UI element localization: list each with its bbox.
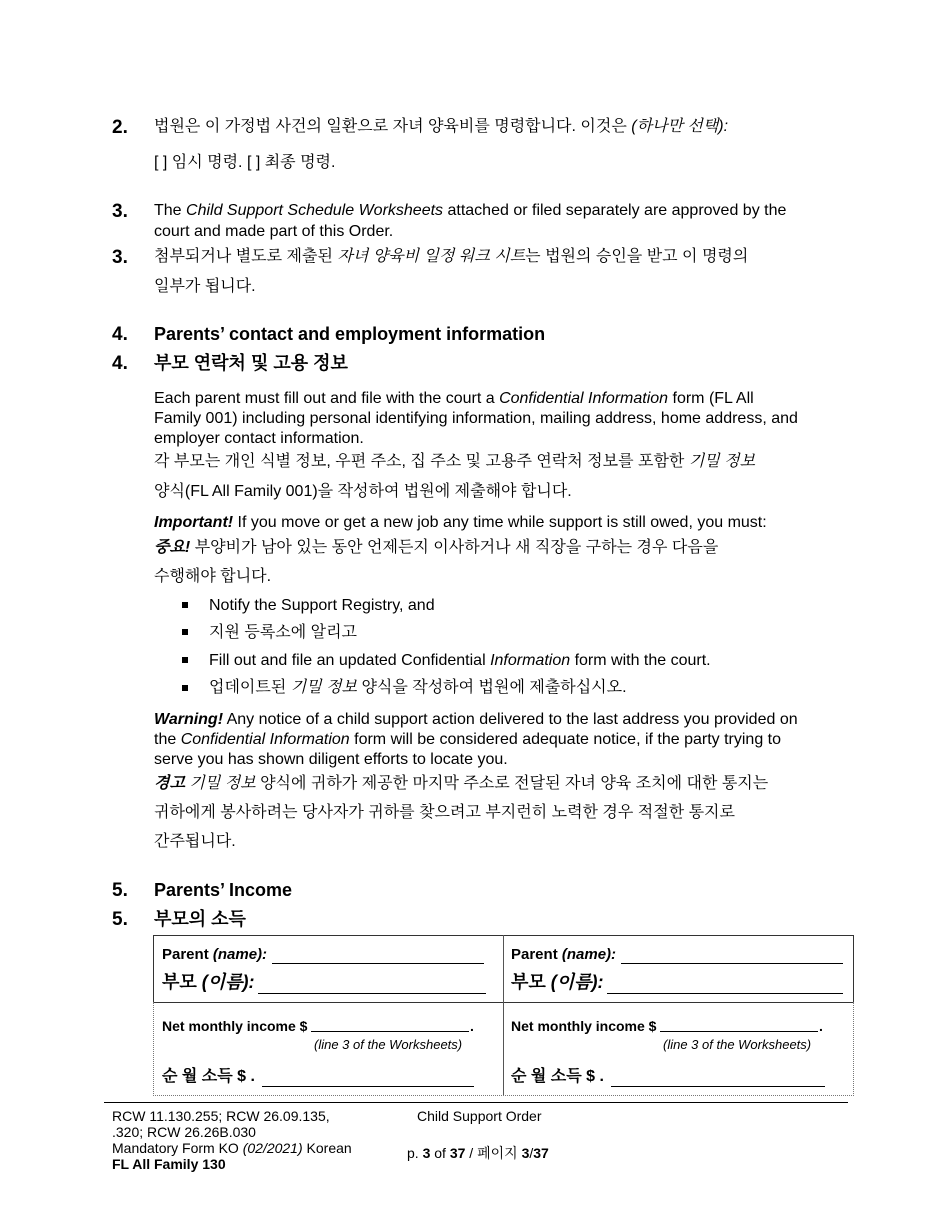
warning-ko-line1	[154, 774, 768, 794]
text: of	[430, 1145, 450, 1161]
text: Confidential Information	[180, 731, 350, 748]
important-note-ko	[154, 538, 718, 558]
parent-1-income-ko-field[interactable]	[262, 1086, 474, 1087]
section-4-title-ko: 부모 연락처 및 고용 정보	[154, 353, 348, 373]
text: 37	[449, 1145, 466, 1161]
text: Korean	[302, 1140, 352, 1156]
parent-1-name-ko-field[interactable]	[258, 993, 486, 994]
footer-rcw-2: .320; RCW 26.26B.030	[112, 1124, 256, 1140]
parent-2-income-ko-field[interactable]	[611, 1086, 825, 1087]
footer-rcw-1: RCW 11.130.255; RCW 26.09.135,	[112, 1108, 330, 1124]
text: / 페이지	[465, 1145, 522, 1161]
parent-1-name-label-ko	[162, 972, 255, 992]
text: (이름):	[550, 972, 604, 992]
text: form will be considered adequate notice, if the party trying to	[349, 731, 782, 748]
text: 양식에 귀하가 제공한 마지막 주소로 전달된 자녀 양육 조치에 대한 통지는	[255, 775, 769, 792]
important-note-ko-line2: 수행해야 합니다.	[154, 568, 272, 585]
text: Information	[490, 652, 571, 669]
bullet-item-1: Notify the Support Registry, and	[209, 597, 435, 614]
section-4-number: 4.	[112, 324, 128, 345]
section-5-number: 5.	[112, 880, 128, 901]
bullet-item-4	[209, 678, 627, 698]
section-2-number: 2.	[112, 117, 128, 138]
section-2-text	[154, 117, 728, 137]
parent-2-income-note: (line 3 of the Worksheets)	[663, 1037, 812, 1052]
text: 기밀 정보	[290, 679, 358, 696]
important-note	[154, 513, 767, 533]
text: 3	[422, 1145, 431, 1161]
section-5-title: Parents’ Income	[154, 880, 293, 900]
text: (name):	[561, 946, 617, 963]
parent-2-income-label-ko	[511, 1067, 604, 1087]
text: 기밀 정보	[184, 775, 256, 792]
form-name: Confidential Information	[499, 390, 669, 407]
text: Parent	[511, 946, 562, 963]
period: .	[819, 1018, 823, 1034]
text: Mandatory Form KO	[112, 1140, 243, 1156]
warning-label-ko: 경고	[154, 775, 185, 792]
period: .	[470, 1018, 474, 1034]
parent-2-name-label	[511, 945, 616, 965]
text: attached or filed separately are approved by the	[443, 202, 787, 219]
parent-1-name-field[interactable]	[272, 963, 484, 964]
text: the	[154, 731, 181, 748]
important-label: Important!	[154, 514, 234, 531]
parent-2-name-label-ko	[511, 972, 604, 992]
parent-2-income-label: Net monthly income $	[511, 1018, 657, 1034]
footer-page-number	[407, 1145, 549, 1161]
section-5-ko-number: 5.	[112, 909, 128, 930]
parent-1-income-note: (line 3 of the Worksheets)	[314, 1037, 463, 1052]
s4-para-line1	[154, 389, 754, 409]
footer-form-id: FL All Family 130	[112, 1156, 226, 1172]
text: 부모	[162, 972, 202, 992]
s4-para-line3: employer contact information.	[154, 430, 364, 447]
text: Fill out and file an updated Confidential	[209, 652, 491, 669]
text: 양식을 작성하여 법원에 제출하십시오.	[357, 679, 627, 696]
bullet-icon	[182, 629, 188, 635]
text: 는 법원의 승인을 받고 이 명령의	[525, 248, 749, 265]
section-3-ko-line2: 일부가 됩니다.	[154, 278, 256, 295]
footer-form-title: Child Support Order	[417, 1108, 542, 1124]
warning-label: Warning!	[154, 711, 224, 728]
parent-1-income-field[interactable]	[311, 1031, 469, 1032]
worksheets-title-ko: 자녀 양육비 일정 워크 시트	[337, 248, 526, 265]
period: .	[250, 1068, 255, 1085]
text: 순 월 소득 $	[162, 1068, 251, 1085]
text: 3	[521, 1145, 530, 1161]
s4-para-line2: Family 001) including personal identifying information, mailing address, home address, and	[154, 410, 798, 427]
text: (이름):	[201, 972, 255, 992]
section-3-ko-number: 3.	[112, 247, 128, 268]
section-3-number: 3.	[112, 201, 128, 222]
text: (02/2021)	[242, 1140, 303, 1156]
text: Any notice of a child support action delivered to the last address you provided on	[223, 711, 798, 728]
period: .	[599, 1068, 604, 1085]
warning-line1	[154, 710, 798, 730]
section-5-title-ko: 부모의 소득	[154, 909, 246, 929]
important-label-ko: 중요!	[154, 539, 191, 556]
section-3-en-line2: court and made part of this Order.	[154, 223, 394, 240]
bullet-icon	[182, 602, 188, 608]
text: 업데이트된	[209, 679, 291, 696]
warning-ko-line3: 간주됩니다.	[154, 833, 236, 850]
section-4-title: Parents’ contact and employment information	[154, 324, 546, 344]
parent-2-name-field[interactable]	[621, 963, 843, 964]
parent-1-income-label-ko	[162, 1067, 255, 1087]
warning-ko-line2: 귀하에게 봉사하려는 당사자가 귀하를 찾으려고 부지런히 노력한 경우 적절한 통지로	[154, 804, 735, 821]
parent-1-income-label: Net monthly income $	[162, 1018, 308, 1034]
text: /	[529, 1145, 534, 1161]
parent-2-name-ko-field[interactable]	[607, 993, 843, 994]
text: p.	[407, 1145, 423, 1161]
s4-para-ko-line1	[154, 452, 755, 472]
text: 첨부되거나 별도로 제출된	[154, 248, 338, 265]
text: form (FL All	[668, 390, 754, 407]
section-4-ko-number: 4.	[112, 353, 128, 374]
section-2-ko-text: 법원은 이 가정법 사건의 일환으로 자녀 양육비를 명령합니다. 이것은	[154, 118, 632, 135]
bullet-item-3	[209, 651, 711, 671]
text: If you move or get a new job any time while support is still owed, you must:	[233, 514, 767, 531]
text: 부모	[511, 972, 551, 992]
text: 37	[533, 1145, 549, 1161]
bullet-icon	[182, 657, 188, 663]
worksheets-title: Child Support Schedule Worksheets	[186, 202, 444, 219]
form-name-ko: 기밀 정보	[688, 453, 756, 470]
text: Each parent must fill out and file with the court a	[154, 390, 500, 407]
bullet-item-2: 지원 등록소에 알리고	[209, 624, 357, 641]
section-3-en-line1	[154, 201, 786, 221]
warning-line2	[154, 730, 781, 750]
text: form with the court.	[570, 652, 711, 669]
text: (name):	[212, 946, 268, 963]
section-2-options[interactable]: [ ] 임시 명령. [ ] 최종 명령.	[154, 154, 336, 171]
text: 부양비가 남아 있는 동안 언제든지 이사하거나 새 직장을 구하는 경우 다음을	[190, 539, 719, 556]
s4-para-ko-line2: 양식(FL All Family 001)을 작성하여 법원에 제출해야 합니다.	[154, 483, 572, 500]
section-2-choice-hint: (하나만 선택):	[631, 118, 729, 135]
parent-1-name-label	[162, 945, 267, 965]
bullet-icon	[182, 685, 188, 691]
text: The	[154, 202, 187, 219]
text: 순 월 소득 $	[511, 1068, 600, 1085]
footer-rule	[104, 1102, 848, 1103]
text: 각 부모는 개인 식별 정보, 우편 주소, 집 주소 및 고용주 연락처 정보를 포함한	[154, 453, 689, 470]
section-3-ko-line1	[154, 247, 748, 267]
parent-2-income-field[interactable]	[660, 1031, 818, 1032]
text: Parent	[162, 946, 213, 963]
warning-line3: serve you has shown diligent efforts to locate you.	[154, 751, 508, 768]
footer-form-version	[112, 1140, 352, 1156]
